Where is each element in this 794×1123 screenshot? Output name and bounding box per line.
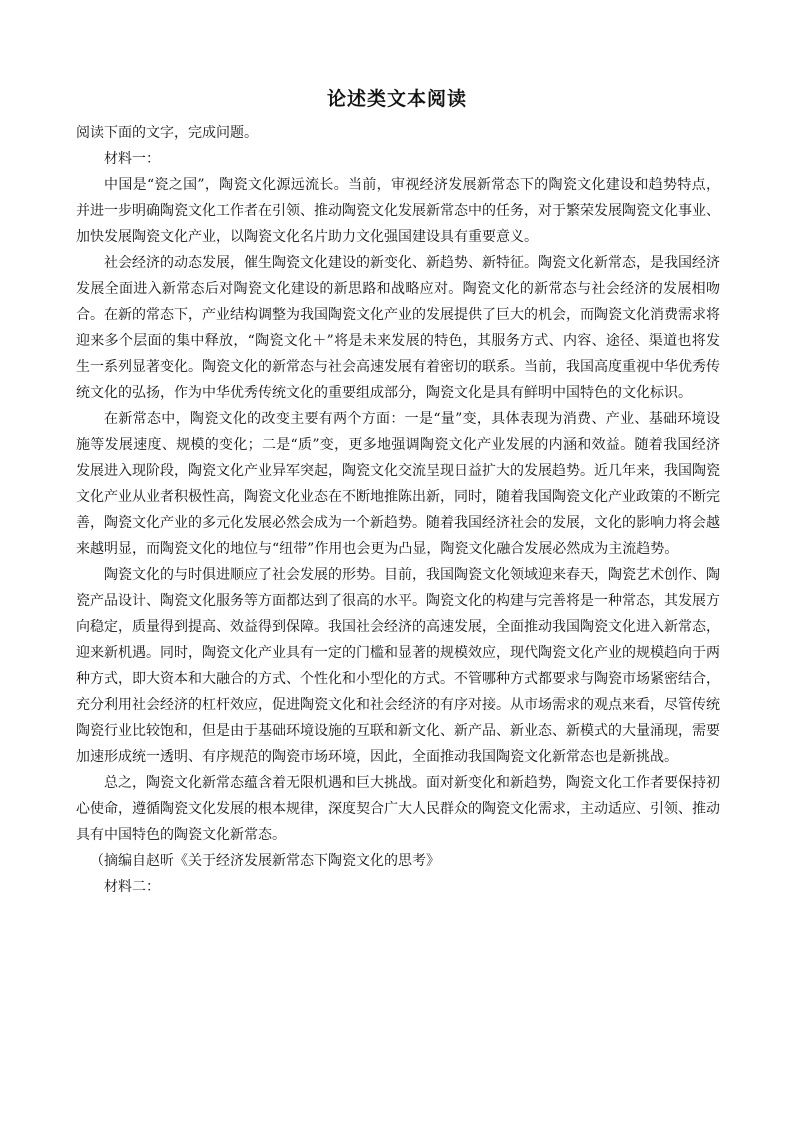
material-1-label: 材料一： — [104, 151, 160, 167]
paragraph-2: 社会经济的动态发展，催生陶瓷文化建设的新变化、新趋势、新特征。陶瓷文化新常态，是我国经济发展全面进入新常态后对陶瓷文化建设的新思路和战略应对。陶瓷文化的新常态与社会经济的发展相吻合。在新的常态下，产业结构调整为我国陶瓷文化产业的发展提供了巨大的机会，而陶瓷文化消费需求将迎来多个层面的集中释放，“陶瓷文化＋”将是未来发展的特色，其服务方式、内容、途径、渠道也将发生一系列显著变化。陶瓷文化的新常态与社会高速发展有着密切的联系。当前，我国高度重视中华优秀传统文化的弘扬，作为中华优秀传统文化的重要组成部分，陶瓷文化是具有鲜明中国特色的文化标识。 — [76, 255, 720, 401]
source-citation: （摘编自赵昕《关于经济发展新常态下陶瓷文化的思考》 — [90, 853, 440, 869]
document-body — [76, 120, 720, 900]
paragraph-5: 总之，陶瓷文化新常态蕴含着无限机遇和巨大挑战。面对新变化和新趋势，陶瓷文化工作者要保持初心使命，遵循陶瓷文化发展的根本规律，深度契合广大人民群众的陶瓷文化需求，主动适应、引领、推动具有中国特色的陶瓷文化新常态。 — [76, 775, 720, 843]
paragraph-4: 陶瓷文化的与时俱进顺应了社会发展的形势。目前，我国陶瓷文化领域迎来春天，陶瓷艺术创作、陶瓷产品设计、陶瓷文化服务等方面都达到了很高的水平。陶瓷文化的构建与完善将是一种常态，其发展方向稳定，质量得到提高、效益得到保障。我国社会经济的高速发展，全面推动我国陶瓷文化进入新常态，迎来新机遇。同时，陶瓷文化产业具有一定的门槛和显著的规模效应，现代陶瓷文化产业的规模趋向于两种方式，即大资本和大融合的方式、个性化和小型化的方式。不管哪种方式都要求与陶瓷市场紧密结合，充分利用社会经济的杠杆效应，促进陶瓷文化和社会经济的有序对接。从市场需求的观点来看，尽管传统陶瓷行业比较饱和，但是由于基础环境设施的互联和新文化、新产品、新业态、新模式的大量涌现，需要加速形成统一透明、有序规范的陶瓷市场环境，因此，全面推动我国陶瓷文化新常态也是新挑战。 — [76, 567, 720, 765]
instruction-text: 阅读下面的文字，完成问题。 — [76, 125, 258, 141]
page-title: 论述类文本阅读 — [326, 88, 467, 110]
paragraph-1: 中国是“瓷之国”，陶瓷文化源远流长。当前，审视经济发展新常态下的陶瓷文化建设和趋势特点，并进一步明确陶瓷文化工作者在引领、推动陶瓷文化发展新常态中的任务，对于繁荣发展陶瓷文化事业、加快发展陶瓷文化产业，以陶瓷文化名片助力文化强国建设具有重要意义。 — [76, 177, 720, 245]
material-2-label: 材料二： — [104, 879, 160, 895]
paragraph-3: 在新常态中，陶瓷文化的改变主要有两个方面：一是“量”变，具体表现为消费、产业、基础环境设施等发展速度、规模的变化；二是“质”变，更多地强调陶瓷文化产业发展的内涵和效益。随着我国经济发展进入现阶段，陶瓷文化产业异军突起，陶瓷文化交流呈现日益扩大的发展趋势。近几年来，我国陶瓷文化产业从业者积极性高，陶瓷文化业态在不断地推陈出新，同时，随着我国陶瓷文化产业政策的不断完善，陶瓷文化产业的多元化发展必然会成为一个新趋势。随着我国经济社会的发展，文化的影响力将会越来越明显，而陶瓷文化的地位与“纽带”作用也会更为凸显，陶瓷文化融合发展必然成为主流趋势。 — [76, 411, 720, 557]
